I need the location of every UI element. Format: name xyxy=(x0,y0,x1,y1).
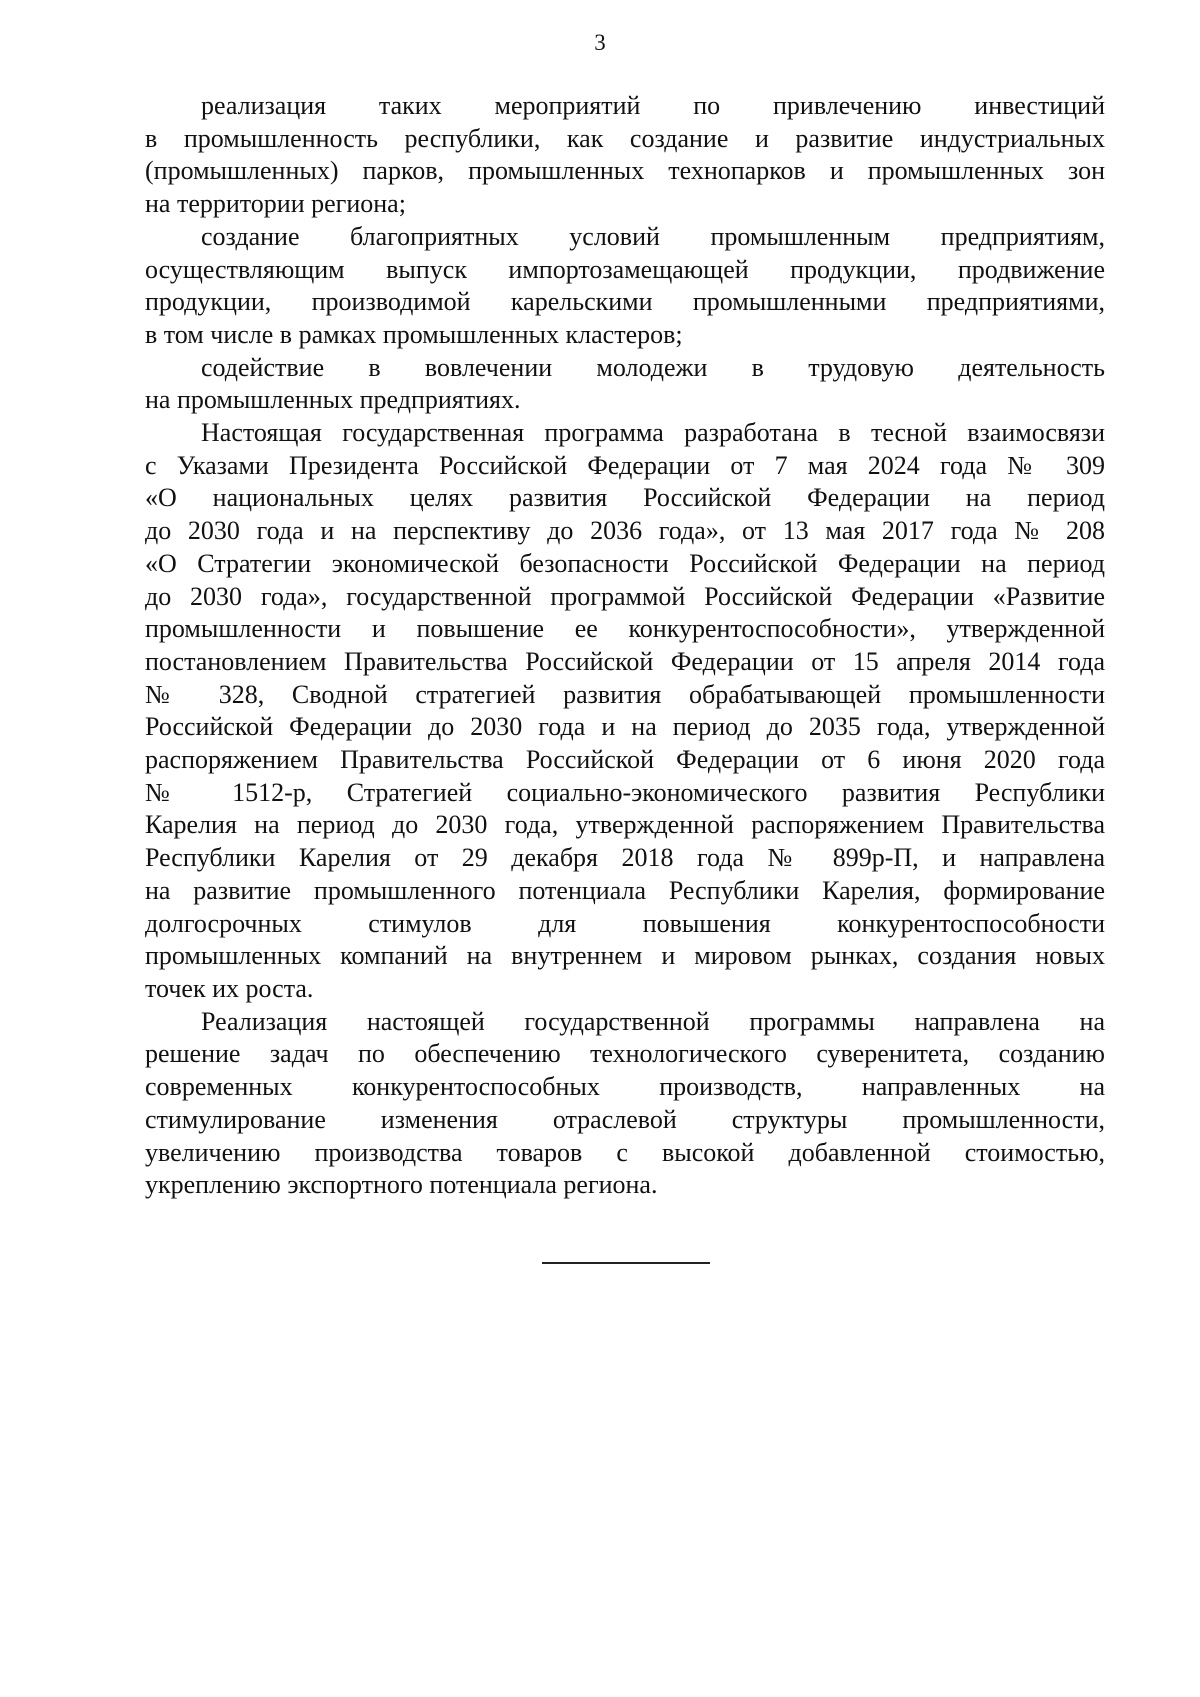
text-line: распоряжением Правительства Российской Федерации от 6 июня 2020 года xyxy=(145,745,1105,775)
paragraph-implementation xyxy=(145,1006,1105,1202)
text-line: укреплению экспортного потенциала региона. xyxy=(145,1170,658,1200)
text-line: Реализация настоящей государственной программы направлена на xyxy=(201,1006,1105,1036)
text-line: «О национальных целях развития Российской Федерации на период xyxy=(145,483,1105,513)
text-line: с Указами Президента Российской Федерации от 7 мая 2024 года № 309 xyxy=(145,450,1105,480)
text-line: стимулирование изменения отраслевой структуры промышленности, xyxy=(145,1104,1105,1134)
text-line: увеличению производства товаров с высокой добавленной стоимостью, xyxy=(145,1137,1105,1167)
end-separator-line xyxy=(542,1262,710,1264)
paragraph-favorable-conditions xyxy=(145,221,1105,352)
text-line: № 328, Сводной стратегией развития обрабатывающей промышленности xyxy=(145,679,1105,709)
paragraph-investment xyxy=(145,90,1105,221)
text-line: промышленных компаний на внутреннем и мировом рынках, создания новых xyxy=(145,941,1105,971)
paragraph-youth xyxy=(145,352,1105,417)
page-number: 3 xyxy=(594,30,606,55)
text-line: реализация таких мероприятий по привлечению инвестиций xyxy=(201,91,1105,120)
text-line: на территории региона; xyxy=(145,189,406,219)
text-line: решение задач по обеспечению технологического суверенитета, созданию xyxy=(145,1039,1105,1069)
text-line: создание благоприятных условий промышленным предприятиям, xyxy=(201,221,1105,251)
paragraph-program-links xyxy=(145,417,1105,1006)
text-line: Карелия на период до 2030 года, утвержденной распоряжением Правительства xyxy=(145,810,1105,840)
text-line: продукции, производимой карельскими промышленными предприятиями, xyxy=(145,287,1105,317)
text-line: в том числе в рамках промышленных кластеров; xyxy=(145,319,683,349)
text-line: на развитие промышленного потенциала Республики Карелия, формирование xyxy=(145,875,1105,905)
text-line: точек их роста. xyxy=(145,973,314,1003)
text-line: долгосрочных стимулов для повышения конкурентоспособности xyxy=(145,908,1105,938)
text-line: постановлением Правительства Российской Федерации от 15 апреля 2014 года xyxy=(145,646,1105,676)
text-line: (промышленных) парков, промышленных технопарков и промышленных зон xyxy=(145,156,1105,186)
text-line: на промышленных предприятиях. xyxy=(145,385,521,415)
text-line: Республики Карелия от 29 декабря 2018 года № 899р-П, и направлена xyxy=(145,843,1105,873)
document-body xyxy=(145,90,1105,1202)
text-line: содействие в вовлечении молодежи в трудовую деятельность xyxy=(201,352,1105,382)
text-line: Российской Федерации до 2030 года и на период до 2035 года, утвержденной xyxy=(145,712,1105,742)
text-line: до 2030 года и на перспективу до 2036 года», от 13 мая 2017 года № 208 xyxy=(145,516,1105,546)
text-line: «О Стратегии экономической безопасности Российской Федерации на период xyxy=(145,548,1105,578)
text-line: Настоящая государственная программа разработана в тесной взаимосвязи xyxy=(201,418,1105,448)
text-line: промышленности и повышение ее конкурентоспособности», утвержденной xyxy=(145,614,1105,644)
text-line: № 1512-р, Стратегией социально-экономического развития Республики xyxy=(145,777,1105,807)
text-line: в промышленность республики, как создание и развитие индустриальных xyxy=(145,123,1105,153)
text-line: современных конкурентоспособных производств, направленных на xyxy=(145,1072,1105,1102)
text-line: осуществляющим выпуск импортозамещающей продукции, продвижение xyxy=(145,254,1105,284)
text-line: до 2030 года», государственной программой Российской Федерации «Развитие xyxy=(145,581,1105,611)
